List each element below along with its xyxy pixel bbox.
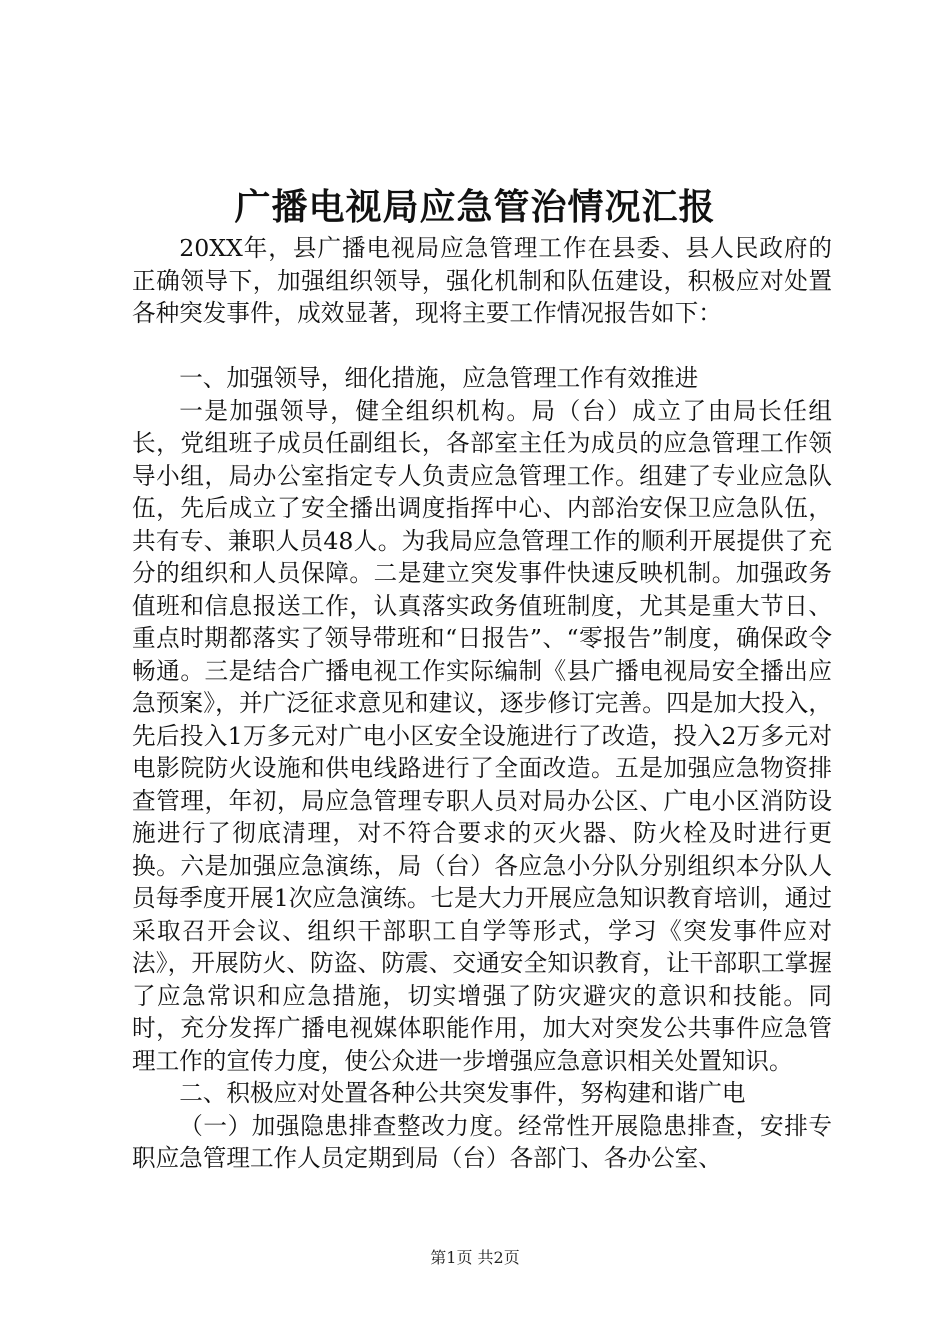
intro-paragraph: 20XX年，县广播电视局应急管理工作在县委、县人民政府的正确领导下，加强组织领导，强化机制和队伍建设，积极应对处置各种突发事件，成效显著，现将主要工作情况报告如下： [132,234,832,327]
page-footer: 第1页 共2页 [430,1248,520,1267]
section-heading-2: 二、积极应对处置各种公共突发事件，努构建和谐广电 [179,1079,746,1107]
section-2-paragraph: （一）加强隐患排查整改力度。经常性开展隐患排查，安排专职应急管理工作人员定期到局（台）各部门、各办公室、 [132,1111,832,1172]
document-body [132,232,832,1175]
section-1-paragraph: 一是加强领导，健全组织机构。局（台）成立了由局长任组长，党组班子成员任副组长，各部室主任为成员的应急管理工作领导小组，局办公室指定专人负责应急管理工作。组建了专业应急队伍，先后成立了安全播出调度指挥中心、内部治安保卫应急队伍，共有专、兼职人员48人。为我局应急管理工作的顺利开展提供了充分的组织和人员保障。二是建立突发事件快速反映机制。加强政务值班和信息报送工作，认真落实政务值班制度，尤其是重大节日、重点时期都落实了领导带班和“日报告”、“零报告”制度，确保政令畅通。三是结合广播电视工作实际编制《县广播电视局安全播出应急预案》，并广泛征求意见和建议，逐步修订完善。四是加大投入，先后投入1万多元对广电小区安全设施进行了改造，投入2万多元对电影院防火设施和供电线路进行了全面改造。五是加强应急物资排查管理，年初，局应急管理专职人员对局办公区、广电小区消防设施进行了彻底清理，对不符合要求的灭火器、防火栓及时进行更换。六是加强应急演练，局（台）各应急小分队分别组织本分队人员每季度开展1次应急演练。七是大力开展应急知识教育培训，通过采取召开会议、组织干部职工自学等形式，学习《突发事件应对法》，开展防火、防盗、防震、交通安全知识教育，让干部职工掌握了应急常识和应急措施，切实增强了防灾避灾的意识和技能。同时，充分发挥广播电视媒体职能作用，加大对突发公共事件应急管理工作的宣传力度，使公众进一步增强应急意识相关处置知识。 [132,396,832,1075]
section-heading-1: 一、加强领导，细化措施，应急管理工作有效推进 [179,364,699,392]
document-title: 广播电视局应急管治情况汇报 [234,187,716,228]
